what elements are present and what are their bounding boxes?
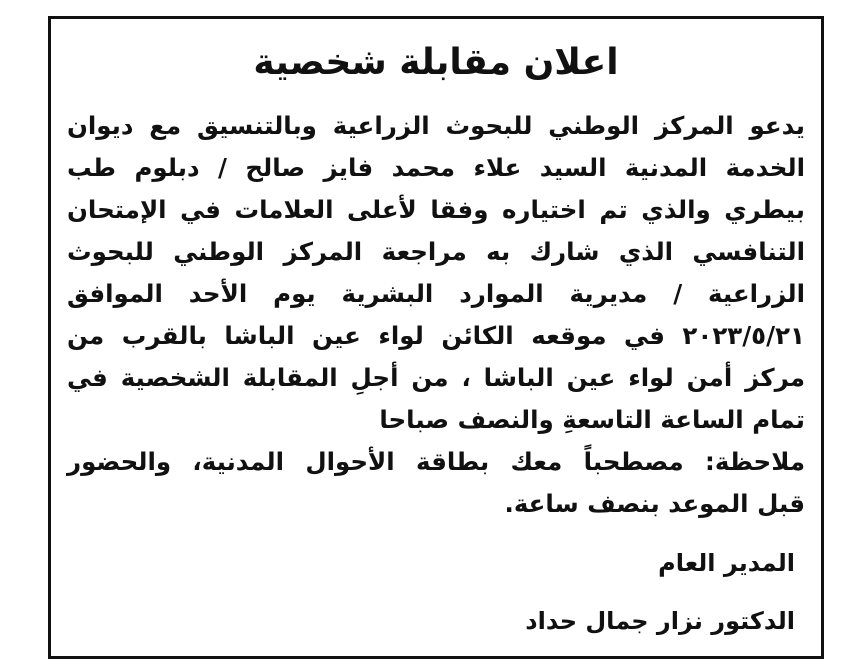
body-line: قبل الموعد بنصف ساعة. <box>504 489 805 518</box>
body-line: ملاحظة: مصطحباً معك بطاقة الأحوال المدنية، والحضور <box>67 447 805 476</box>
body-line: يدعو المركز الوطني للبحوث الزراعية وبالتنسيق مع ديوان <box>67 111 805 140</box>
signature-role: المدير العام <box>658 549 795 577</box>
announcement-title: اعلان مقابلة شخصية <box>253 42 619 83</box>
body-line: الزراعية / مديرية الموارد البشرية يوم الأحد الموافق <box>67 279 805 308</box>
body-line: ٢٠٢٣/٥/٢١ في موقعه الكائن لواء عين الباشا بالقرب من <box>67 321 805 350</box>
signature-name: الدكتور نزار جمال حداد <box>525 607 795 635</box>
body-line: التنافسي الذي شارك به مراجعة المركز الوطني للبحوث <box>67 237 805 266</box>
body-line: مركز أمن لواء عين الباشا ، من أجلِ المقابلة الشخصية في <box>67 363 805 392</box>
body-line: تمام الساعة التاسعةِ والنصف صباحا <box>379 405 805 434</box>
body-line: بيطري والذي تم اختياره وفقا لأعلى العلامات في الإمتحان <box>67 195 805 224</box>
announcement-body <box>67 105 805 525</box>
announcement-frame <box>48 16 824 659</box>
body-line: الخدمة المدنية السيد علاء محمد فايز صالح / دبلوم طب <box>67 153 805 182</box>
